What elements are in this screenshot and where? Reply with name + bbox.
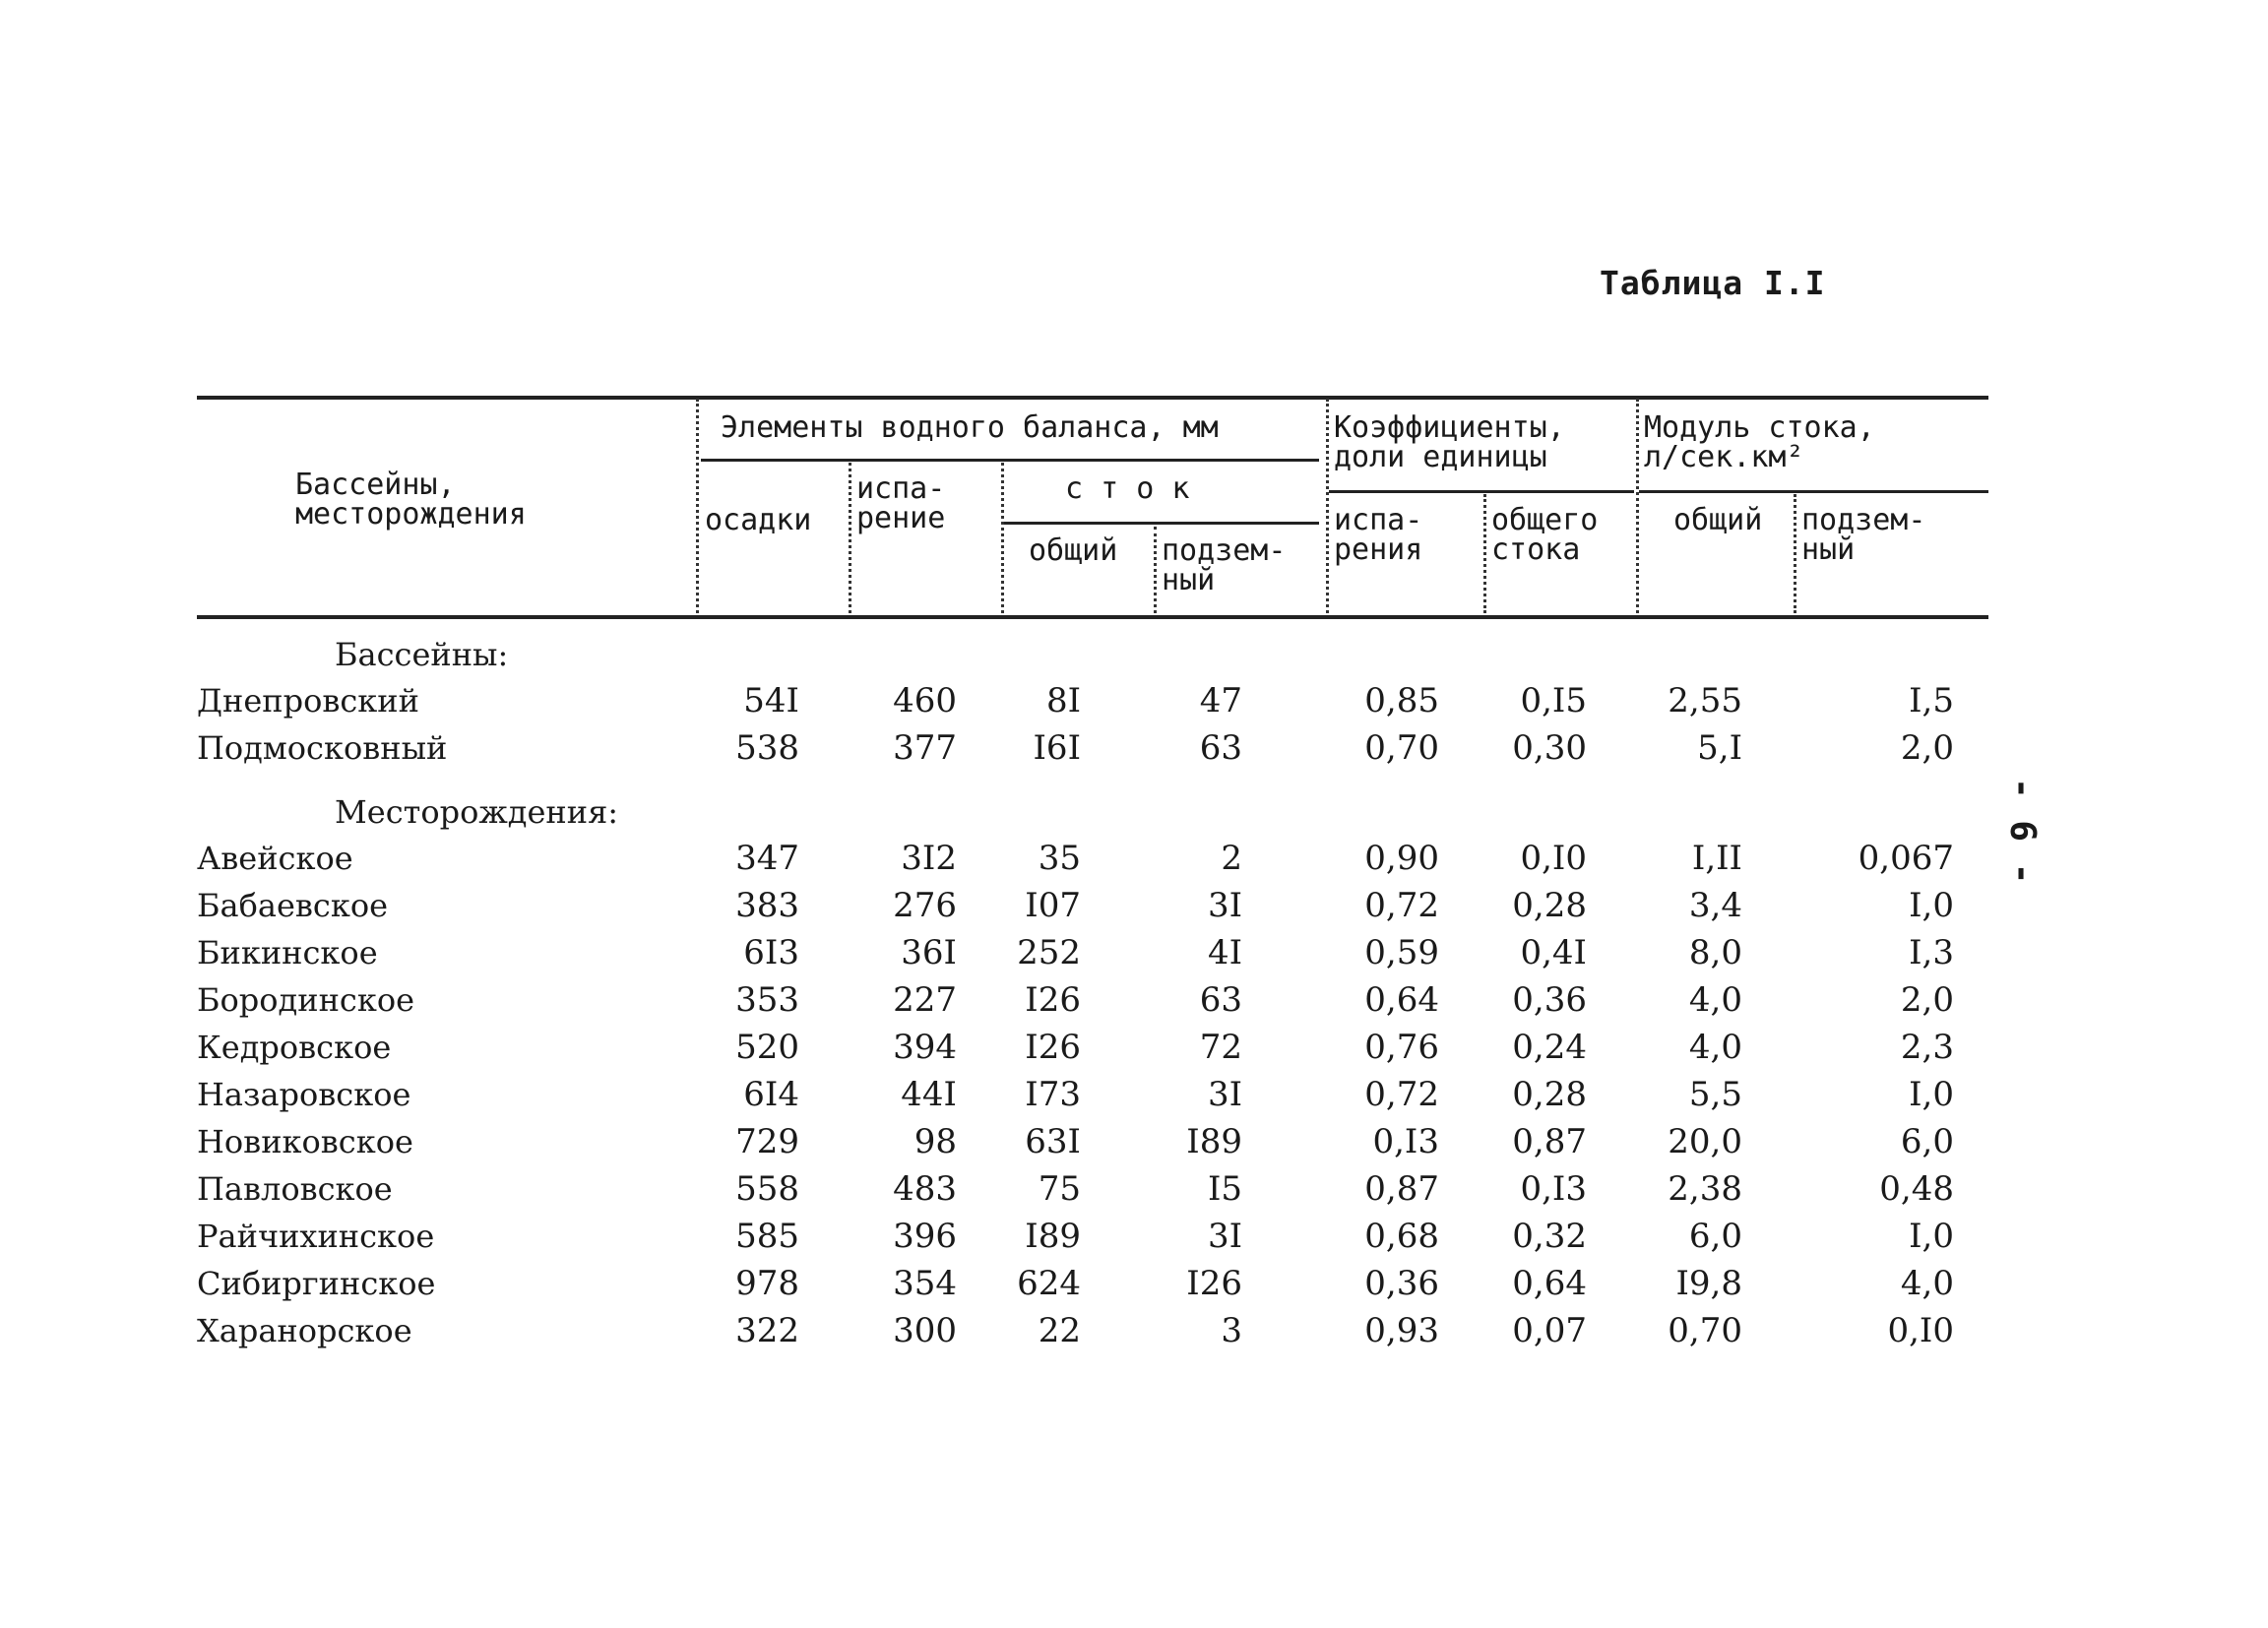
row-value: 729 xyxy=(735,1122,799,1161)
row-value: 322 xyxy=(735,1311,799,1350)
row-name: Павловское xyxy=(197,1170,393,1208)
row-value: 394 xyxy=(893,1028,957,1067)
row-value: 0,72 xyxy=(1364,886,1439,925)
row-value: 624 xyxy=(1017,1264,1081,1303)
row-name: Бабаевское xyxy=(197,887,389,924)
row-value: 0,68 xyxy=(1364,1217,1439,1256)
row-value: 0,I5 xyxy=(1520,681,1587,720)
table-row xyxy=(0,1165,2268,1213)
row-value: 0,067 xyxy=(1858,839,1954,878)
header-rule-runoff xyxy=(1004,522,1319,525)
row-value: 63I xyxy=(1025,1122,1081,1161)
row-value: 3I xyxy=(1207,1217,1242,1256)
row-value: I89 xyxy=(1025,1217,1081,1256)
col-sep-1 xyxy=(696,399,699,613)
row-value: 483 xyxy=(893,1169,957,1209)
row-value: 0,48 xyxy=(1879,1169,1954,1209)
header-modulus-underground: подзем- ный xyxy=(1801,503,1926,567)
header-coef-total-runoff: общего стока xyxy=(1491,503,1599,567)
header-first-column: Бассейны, месторождения xyxy=(295,468,527,532)
row-value: 5,5 xyxy=(1688,1075,1742,1114)
row-name: Подмосковный xyxy=(197,729,448,767)
row-value: 2,3 xyxy=(1900,1028,1954,1067)
header-evaporation: испа- рение xyxy=(856,471,946,535)
row-value: 0,07 xyxy=(1512,1311,1587,1350)
row-value: 0,30 xyxy=(1512,728,1587,768)
header-runoff: с т о к xyxy=(1065,471,1190,506)
header-coefficients: Коэффициенты, доли единицы xyxy=(1334,410,1565,474)
row-name: Райчихинское xyxy=(197,1218,435,1255)
row-value: I,0 xyxy=(1909,1217,1954,1256)
row-name: Бикинское xyxy=(197,934,378,971)
col-sep-5 xyxy=(1326,399,1329,613)
row-value: I6I xyxy=(1033,728,1081,768)
row-value: I26 xyxy=(1186,1264,1242,1303)
row-value: 0,28 xyxy=(1512,886,1587,925)
row-value: 4,0 xyxy=(1688,1028,1742,1067)
row-value: 0,64 xyxy=(1364,980,1439,1020)
row-value: 0,36 xyxy=(1512,980,1587,1020)
header-runoff-total: общий xyxy=(1029,533,1118,568)
row-value: 0,70 xyxy=(1668,1311,1742,1350)
row-value: 47 xyxy=(1199,681,1242,720)
row-value: 0,87 xyxy=(1364,1169,1439,1209)
page-number: - 6 - xyxy=(2002,778,2043,885)
row-value: 4,0 xyxy=(1688,980,1742,1020)
row-value: I,3 xyxy=(1909,933,1954,972)
row-value: 22 xyxy=(1038,1311,1081,1350)
table-row xyxy=(0,1118,2268,1165)
row-name: Сибиргинское xyxy=(197,1265,436,1302)
table-row xyxy=(0,976,2268,1024)
row-value: I73 xyxy=(1025,1075,1081,1114)
header-precipitation: осадки xyxy=(705,503,812,537)
row-value: 0,59 xyxy=(1364,933,1439,972)
row-value: 0,32 xyxy=(1512,1217,1587,1256)
row-value: 354 xyxy=(893,1264,957,1303)
row-value: 383 xyxy=(735,886,799,925)
row-value: 98 xyxy=(914,1122,957,1161)
row-value: 63 xyxy=(1199,728,1242,768)
row-value: 353 xyxy=(735,980,799,1020)
table-row xyxy=(0,835,2268,882)
row-value: I,II xyxy=(1691,839,1742,878)
row-value: 2,38 xyxy=(1668,1169,1742,1209)
header-rule-water-balance xyxy=(701,459,1319,462)
row-name: Днепровский xyxy=(197,682,419,720)
row-value: I5 xyxy=(1207,1169,1242,1209)
row-value: 36I xyxy=(901,933,957,972)
header-runoff-underground: подзем- ный xyxy=(1162,533,1287,597)
row-value: I07 xyxy=(1025,886,1081,925)
row-value: 2,0 xyxy=(1900,980,1954,1020)
row-value: 0,I3 xyxy=(1520,1169,1587,1209)
row-value: 520 xyxy=(735,1028,799,1067)
row-name: Назаровское xyxy=(197,1076,411,1113)
row-name: Авейское xyxy=(197,840,353,877)
row-value: 72 xyxy=(1199,1028,1242,1067)
row-value: 0,24 xyxy=(1512,1028,1587,1067)
row-value: 0,36 xyxy=(1364,1264,1439,1303)
row-value: I26 xyxy=(1025,1028,1081,1067)
col-sep-6 xyxy=(1483,494,1486,613)
table-row xyxy=(0,1260,2268,1307)
row-value: 300 xyxy=(893,1311,957,1350)
row-value: 0,87 xyxy=(1512,1122,1587,1161)
col-sep-7 xyxy=(1636,399,1639,613)
header-modulus-total: общий xyxy=(1673,503,1763,537)
table-row xyxy=(0,1307,2268,1354)
row-value: 5,I xyxy=(1697,728,1742,768)
row-value: I,5 xyxy=(1909,681,1954,720)
row-value: I,0 xyxy=(1909,886,1954,925)
row-value: 8I xyxy=(1045,681,1081,720)
row-value: 227 xyxy=(893,980,957,1020)
table-top-rule xyxy=(197,396,1988,400)
row-value: 0,85 xyxy=(1364,681,1439,720)
row-value: 558 xyxy=(735,1169,799,1209)
col-sep-3 xyxy=(1001,463,1004,613)
row-value: 3 xyxy=(1221,1311,1242,1350)
row-value: I9,8 xyxy=(1675,1264,1742,1303)
table-row xyxy=(0,929,2268,976)
header-coef-evaporation: испа- рения xyxy=(1334,503,1423,567)
row-value: 0,90 xyxy=(1364,839,1439,878)
row-name: Харанорское xyxy=(197,1312,412,1349)
row-value: 0,I3 xyxy=(1372,1122,1439,1161)
row-value: 6,0 xyxy=(1900,1122,1954,1161)
row-value: 4I xyxy=(1207,933,1242,972)
row-value: 276 xyxy=(893,886,957,925)
row-value: 0,I0 xyxy=(1887,1311,1954,1350)
row-value: 6,0 xyxy=(1688,1217,1742,1256)
row-value: 75 xyxy=(1038,1169,1081,1209)
row-value: 2 xyxy=(1221,839,1242,878)
row-value: 0,76 xyxy=(1364,1028,1439,1067)
row-value: 4,0 xyxy=(1900,1264,1954,1303)
row-value: 2,0 xyxy=(1900,728,1954,768)
row-name: Бородинское xyxy=(197,981,415,1019)
row-value: 0,64 xyxy=(1512,1264,1587,1303)
header-runoff-modulus: Модуль стока, л/сек.км² xyxy=(1644,410,1875,474)
table-row xyxy=(0,677,2268,724)
row-value: 54I xyxy=(743,681,799,720)
header-rule-coeffs xyxy=(1329,490,1634,493)
row-value: 35 xyxy=(1038,839,1081,878)
row-value: 0,4I xyxy=(1520,933,1587,972)
table-caption: Таблица I.I xyxy=(1600,264,1826,302)
row-value: 347 xyxy=(735,839,799,878)
row-value: 8,0 xyxy=(1688,933,1742,972)
table-row xyxy=(0,882,2268,929)
table-row xyxy=(0,724,2268,772)
table-row xyxy=(0,1024,2268,1071)
row-value: 0,28 xyxy=(1512,1075,1587,1114)
row-value: I89 xyxy=(1186,1122,1242,1161)
header-rule-modulus xyxy=(1639,490,1988,493)
header-bottom-rule xyxy=(197,615,1988,619)
row-value: 252 xyxy=(1017,933,1081,972)
row-value: 44I xyxy=(901,1075,957,1114)
col-sep-2 xyxy=(849,463,851,613)
row-value: 538 xyxy=(735,728,799,768)
row-value: 460 xyxy=(893,681,957,720)
group-label: Месторождения: xyxy=(335,793,619,831)
col-sep-4 xyxy=(1154,527,1157,613)
row-name: Новиковское xyxy=(197,1123,413,1160)
row-value: 396 xyxy=(893,1217,957,1256)
table-row xyxy=(0,1213,2268,1260)
row-value: 20,0 xyxy=(1668,1122,1742,1161)
row-value: 2,55 xyxy=(1668,681,1742,720)
table-row xyxy=(0,1071,2268,1118)
row-value: 3I2 xyxy=(901,839,957,878)
group-label: Бассейны: xyxy=(335,636,509,673)
row-value: 3I xyxy=(1207,886,1242,925)
row-value: I26 xyxy=(1025,980,1081,1020)
row-value: 6I4 xyxy=(743,1075,799,1114)
row-value: 3,4 xyxy=(1688,886,1742,925)
row-value: 978 xyxy=(735,1264,799,1303)
row-value: 6I3 xyxy=(743,933,799,972)
row-value: 0,70 xyxy=(1364,728,1439,768)
row-value: 3I xyxy=(1207,1075,1242,1114)
row-value: 0,72 xyxy=(1364,1075,1439,1114)
row-value: 63 xyxy=(1199,980,1242,1020)
row-value: 585 xyxy=(735,1217,799,1256)
row-value: I,0 xyxy=(1909,1075,1954,1114)
row-value: 0,93 xyxy=(1364,1311,1439,1350)
row-name: Кедровское xyxy=(197,1029,392,1066)
row-value: 377 xyxy=(893,728,957,768)
header-water-balance: Элементы водного баланса, мм xyxy=(721,410,1219,445)
row-value: 0,I0 xyxy=(1520,839,1587,878)
col-sep-8 xyxy=(1794,494,1796,613)
